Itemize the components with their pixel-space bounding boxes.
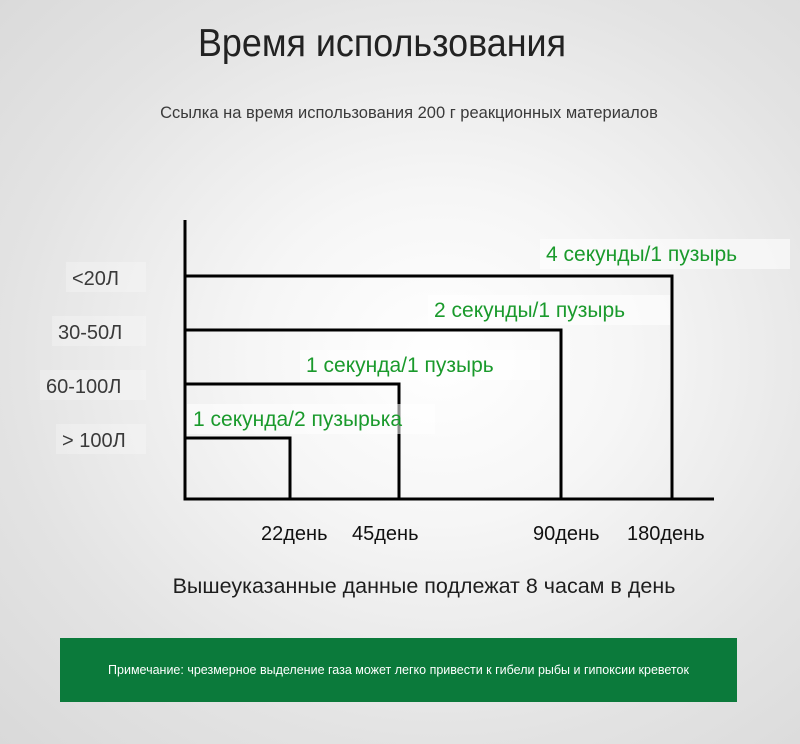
y-tick-label-60-100л: 60-100Л — [46, 376, 122, 398]
x-tick-label-180день: 180день — [627, 523, 705, 545]
y-tick-label-20л: <20Л — [72, 268, 120, 290]
x-tick-label-22день: 22день — [261, 523, 328, 545]
x-tick-label-90день: 90день — [533, 523, 600, 545]
y-tick-label-30-50л: 30-50Л — [58, 322, 123, 344]
x-tick-label-45день: 45день — [352, 523, 419, 545]
y-tick-label-100л: > 100Л — [62, 430, 126, 452]
annotation-label-45: 1 секунда/1 пузырь — [306, 354, 494, 377]
bar-22-days — [185, 438, 290, 499]
annotation-label-180: 4 секунды/1 пузырь — [546, 243, 738, 266]
note-banner — [60, 638, 737, 702]
bar-45-days — [185, 384, 399, 499]
note-text: Примечание: чрезмерное выделение газа может легко привести к гибели рыбы и гипоксии креветок — [108, 663, 689, 677]
page-subtitle: Ссылка на время использования 200 г реакционных материалов — [160, 104, 658, 122]
annotation-label-22: 1 секунда/2 пузырька — [193, 408, 403, 431]
footnote: Вышеуказанные данные подлежат 8 часам в день — [172, 574, 676, 598]
annotation-label-90: 2 секунды/1 пузырь — [434, 299, 626, 322]
page-title: Время использования — [197, 22, 567, 65]
